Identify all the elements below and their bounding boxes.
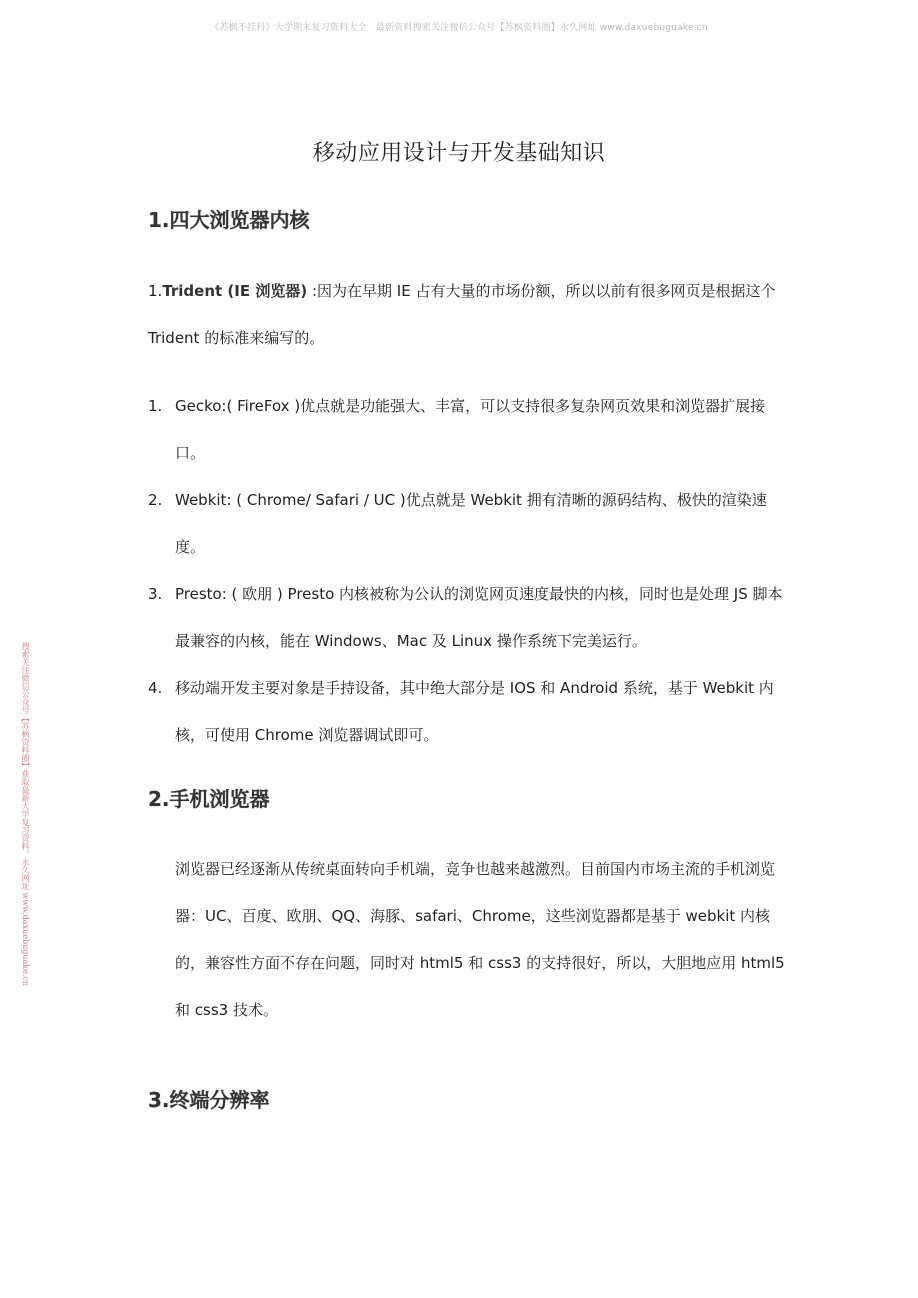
top-watermark: 《苏枫不挂科》大学期末复习资料大全 最新资料搜索关注微信公众号【苏枫资料圈】永久网址 www.daxuebuguake.cn bbox=[210, 23, 708, 33]
list-item bbox=[148, 571, 788, 665]
side-watermark: 搜索关注微信公众号【苏枫资料圈】获取最新大学复习资料，永久网址 www.daxuebuguake.cn bbox=[21, 642, 30, 987]
section-heading-resolution: 3.终端分辨率 bbox=[148, 1088, 270, 1112]
section-heading-mobile-browsers: 2.手机浏览器 bbox=[148, 787, 270, 811]
list-item bbox=[148, 383, 788, 477]
list-item-number: 1. bbox=[148, 397, 163, 415]
list-item-text: Webkit: ( Chrome/ Safari / UC )优点就是 Webkit 拥有清晰的源码结构、极快的渲染速度。 bbox=[175, 491, 767, 556]
mobile-browsers-paragraph: 浏览器已经逐渐从传统桌面转向手机端，竞争也越来越激烈。目前国内市场主流的手机浏览器：UC、百度、欧朋、QQ、海豚、safari、Chrome，这些浏览器都是基于 webkit 内核的，兼容性方面不存在问题，同时对 html5 和 css3 的支持很好，所以，大胆地应用 html5 和 css3 技术。 bbox=[175, 860, 785, 1019]
list-item-number: 3. bbox=[148, 585, 163, 603]
trident-prefix: 1. bbox=[148, 282, 163, 300]
list-item bbox=[148, 477, 788, 571]
list-item-number: 4. bbox=[148, 679, 163, 697]
list-item-number: 2. bbox=[148, 491, 163, 509]
list-item bbox=[148, 665, 788, 759]
trident-paragraph bbox=[148, 268, 788, 362]
engine-list bbox=[148, 383, 788, 759]
list-item-text: Gecko:( FireFox )优点就是功能强大、丰富，可以支持很多复杂网页效果和浏览器扩展接口。 bbox=[175, 397, 766, 462]
list-item-text: 移动端开发主要对象是手持设备，其中绝大部分是 IOS 和 Android 系统，基于 Webkit 内核，可使用 Chrome 浏览器调试即可。 bbox=[175, 679, 774, 744]
trident-text: :因为在早期 IE 占有大量的市场份额，所以以前有很多网页是根据这个 Trident 的标准来编写的。 bbox=[148, 282, 776, 347]
trident-label: Trident (IE 浏览器) bbox=[162, 282, 308, 300]
section-heading-browser-engines: 1.四大浏览器内核 bbox=[148, 208, 310, 232]
list-item-text: Presto: ( 欧朋 ) Presto 内核被称为公认的浏览网页速度最快的内核，同时也是处理 JS 脚本最兼容的内核，能在 Windows、Mac 及 Linux 操作系统下完美运行。 bbox=[175, 585, 783, 650]
document-title: 移动应用设计与开发基础知识 bbox=[312, 141, 606, 166]
